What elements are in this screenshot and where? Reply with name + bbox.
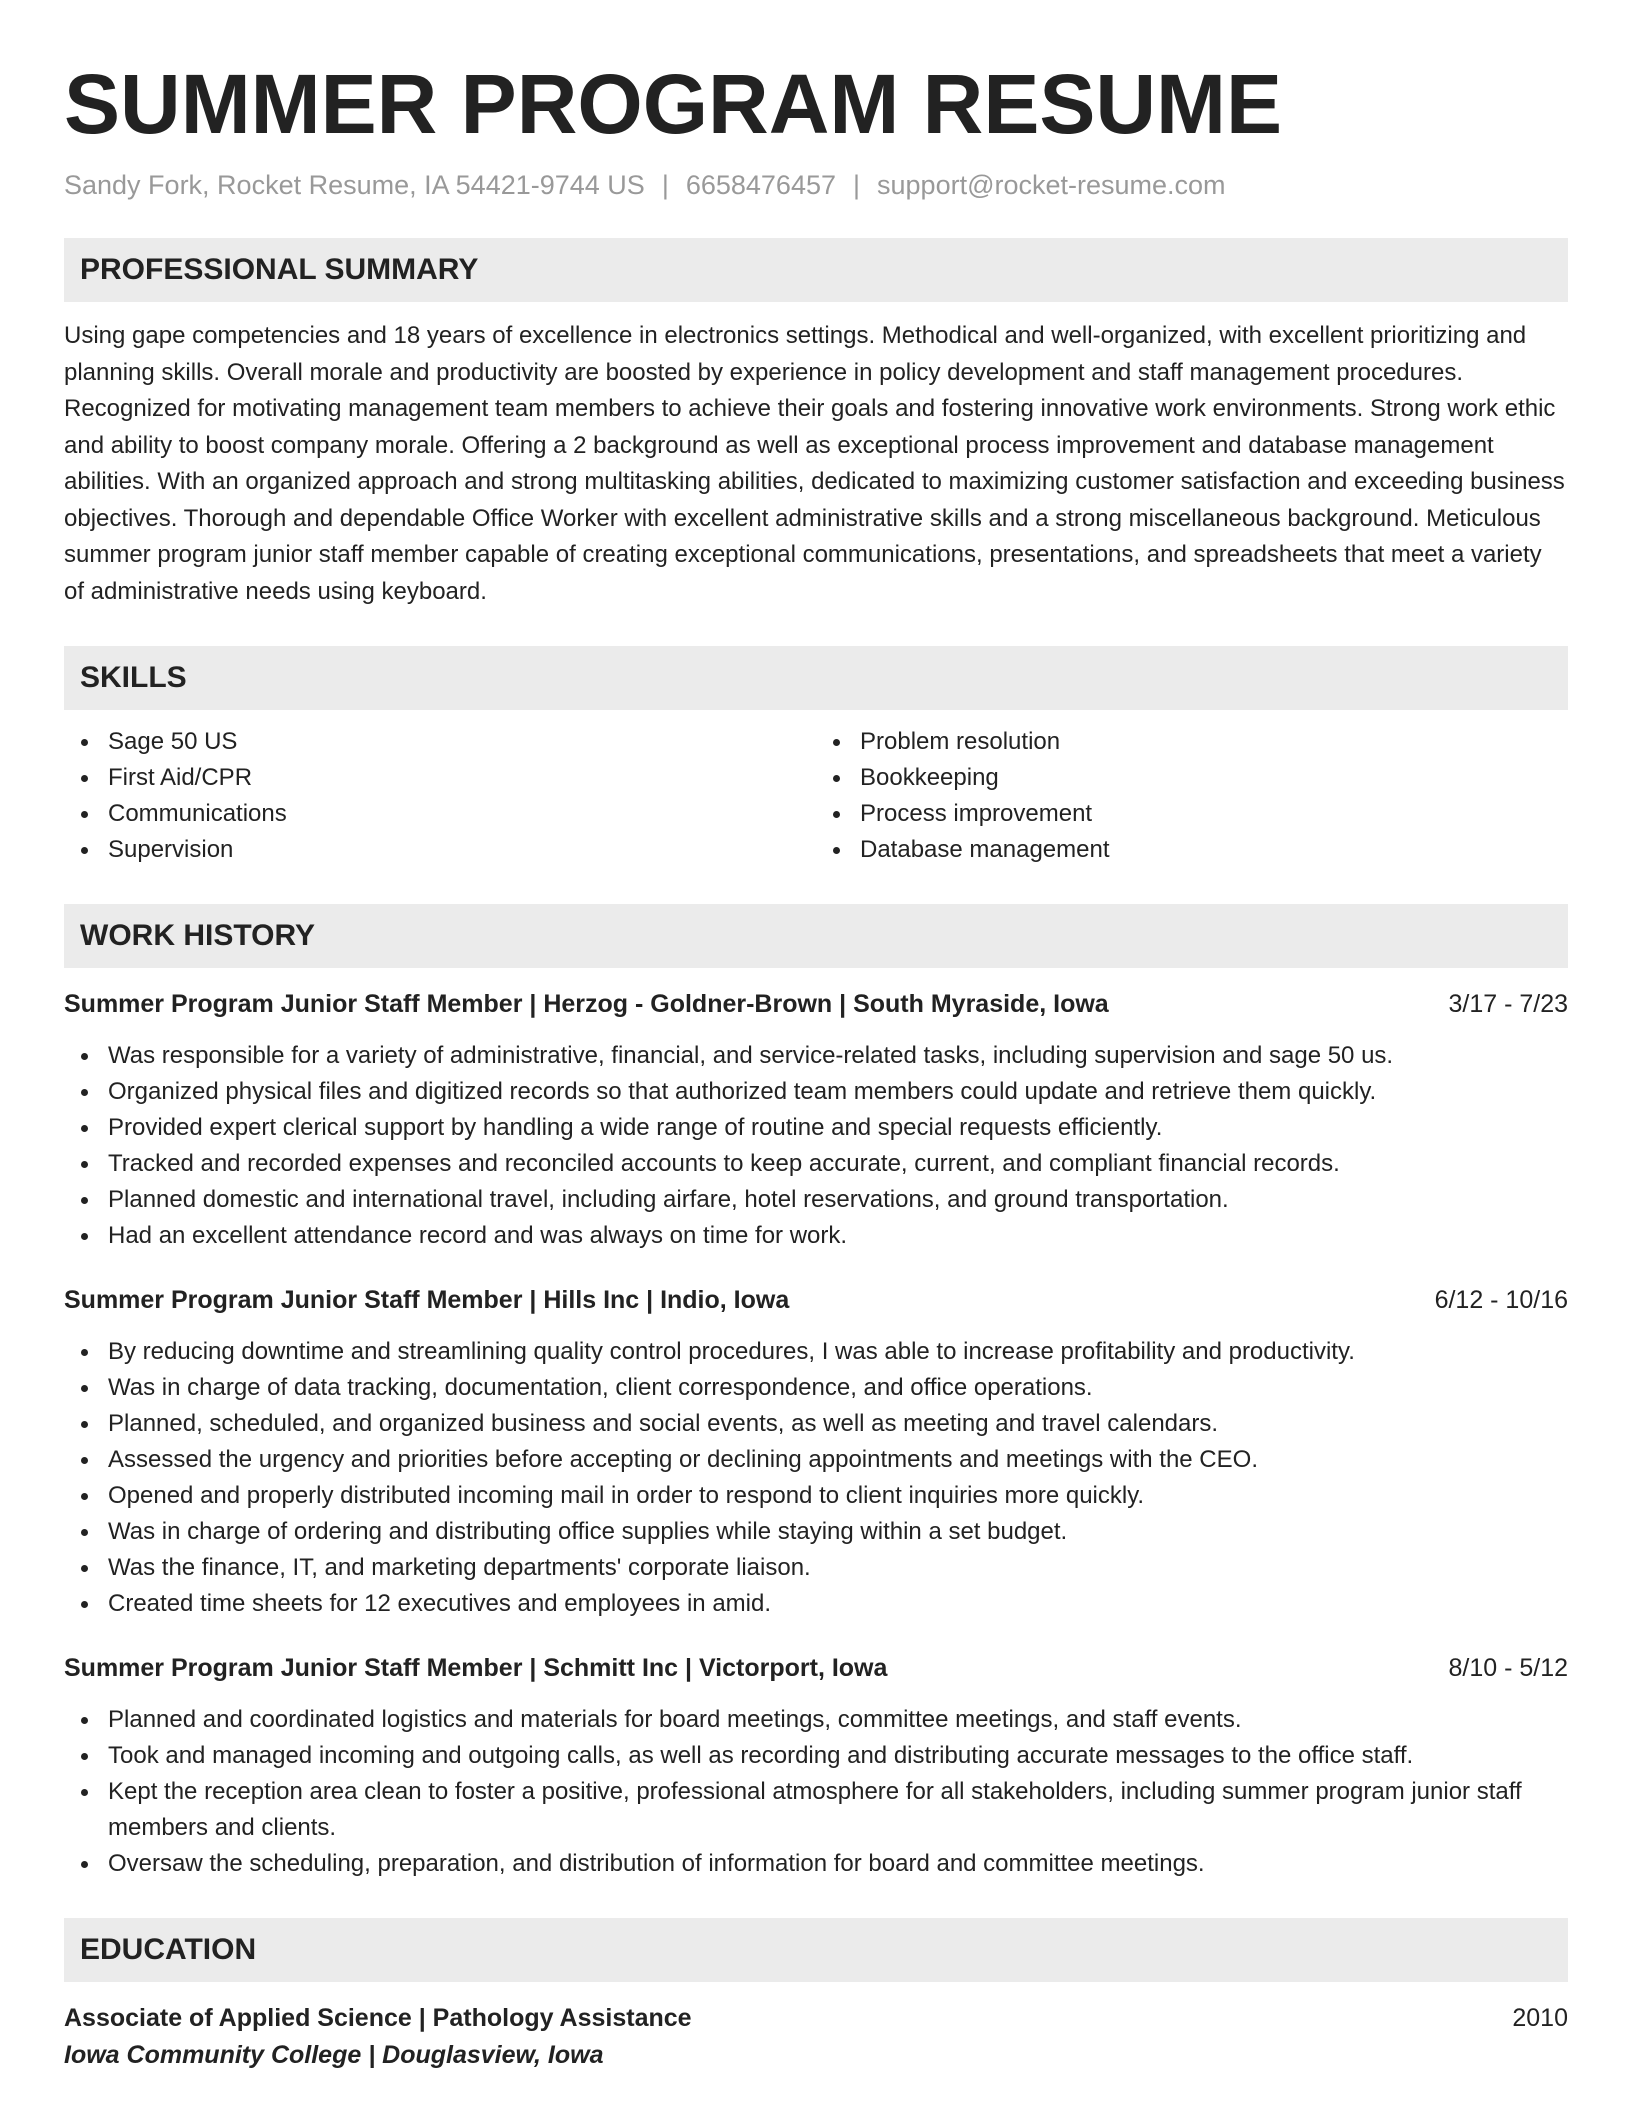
skill-item: Communications [108,796,816,832]
section-heading-work-history: WORK HISTORY [64,904,1568,968]
skill-item: Database management [860,832,1568,868]
job-dates: 6/12 - 10/16 [1434,1286,1568,1314]
education-header [64,2000,1568,2036]
job-bullets [64,1702,1568,1882]
skills-list [64,724,1568,868]
skill-item: Sage 50 US [108,724,816,760]
job-bullet: Created time sheets for 12 executives and employees in amid. [108,1586,1568,1622]
resume-title: SUMMER PROGRAM RESUME [64,57,1283,151]
resume-page [64,56,1568,2074]
contact-line [64,168,1568,202]
job-bullet: Was the finance, IT, and marketing departments' corporate liaison. [108,1550,1568,1586]
skills-column-right [816,724,1568,868]
job-bullet: Planned domestic and international travel, including airfare, hotel reservations, and ground transportation. [108,1182,1568,1218]
job-bullet: Kept the reception area clean to foster a positive, professional atmosphere for all stakeholders, including summer program junior staff members and clients. [108,1774,1568,1846]
job-bullet: Had an excellent attendance record and was always on time for work. [108,1218,1568,1254]
job-bullet: Opened and properly distributed incoming mail in order to respond to client inquiries more quickly. [108,1478,1568,1514]
education-entry [64,2000,1568,2074]
job-bullet: By reducing downtime and streamlining quality control procedures, I was able to increase profitability and productivity. [108,1334,1568,1370]
job-bullet: Took and managed incoming and outgoing calls, as well as recording and distributing accurate messages to the office staff. [108,1738,1568,1774]
job-title: Summer Program Junior Staff Member | Hills Inc | Indio, Iowa [64,1286,790,1314]
contact-email: support@rocket-resume.com [877,170,1226,200]
job-bullet: Was in charge of data tracking, documentation, client correspondence, and office operations. [108,1370,1568,1406]
skill-item: Supervision [108,832,816,868]
job-bullet: Organized physical files and digitized records so that authorized team members could update and retrieve them quickly. [108,1074,1568,1110]
job-entry [64,1282,1568,1622]
skill-item: Problem resolution [860,724,1568,760]
section-heading-skills: SKILLS [64,646,1568,710]
job-bullet: Provided expert clerical support by handling a wide range of routine and special requests efficiently. [108,1110,1568,1146]
job-bullet: Planned and coordinated logistics and materials for board meetings, committee meetings, and staff events. [108,1702,1568,1738]
job-bullets [64,1334,1568,1622]
job-header [64,1282,1568,1318]
job-dates: 3/17 - 7/23 [1448,990,1568,1018]
skills-column-left [64,724,816,868]
job-bullet: Planned, scheduled, and organized business and social events, as well as meeting and travel calendars. [108,1406,1568,1442]
skill-item: Process improvement [860,796,1568,832]
job-entry [64,1650,1568,1882]
job-bullet: Tracked and recorded expenses and reconciled accounts to keep accurate, current, and compliant financial records. [108,1146,1568,1182]
education-school: Iowa Community College | Douglasview, Iowa [64,2041,604,2069]
education-degree: Associate of Applied Science | Pathology Assistance [64,2004,692,2032]
job-bullet: Oversaw the scheduling, preparation, and distribution of information for board and committee meetings. [108,1846,1568,1882]
section-heading-education: EDUCATION [64,1918,1568,1982]
contact-phone: 6658476457 [685,170,836,200]
job-title: Summer Program Junior Staff Member | Herzog - Goldner-Brown | South Myraside, Iowa [64,990,1109,1018]
job-bullet: Was responsible for a variety of administrative, financial, and service-related tasks, including supervision and sage 50 us. [108,1038,1568,1074]
job-header [64,986,1568,1022]
job-entry [64,986,1568,1254]
contact-separator: | [853,170,861,200]
job-title: Summer Program Junior Staff Member | Schmitt Inc | Victorport, Iowa [64,1654,888,1682]
job-dates: 8/10 - 5/12 [1448,1654,1568,1682]
skill-item: Bookkeeping [860,760,1568,796]
skill-item: First Aid/CPR [108,760,816,796]
job-bullet: Assessed the urgency and priorities before accepting or declining appointments and meetings with the CEO. [108,1442,1568,1478]
contact-separator: | [661,170,669,200]
job-header [64,1650,1568,1686]
contact-address: Sandy Fork, Rocket Resume, IA 54421-9744 US [64,170,645,200]
education-year: 2010 [1512,2004,1568,2032]
job-bullet: Was in charge of ordering and distributing office supplies while staying within a set budget. [108,1514,1568,1550]
job-bullets [64,1038,1568,1254]
section-heading-summary: PROFESSIONAL SUMMARY [64,238,1568,302]
summary-text: Using gape competencies and 18 years of excellence in electronics settings. Methodical and well-organized, with excellent prioritizing and planning skills. Overall morale and productivity are boosted by experience in policy development and staff management procedures. Recognized for motivating management team members to achieve their goals and fostering innovative work environments. Strong work ethic and ability to boost company morale. Offering a 2 background as well as exceptional process improvement and database management abilities. With an organized approach and strong multitasking abilities, dedicated to maximizing customer satisfaction and exceeding business objectives. Thorough and dependable Office Worker with excellent administrative skills and a strong miscellaneous background. Meticulous summer program junior staff member capable of creating exceptional communications, presentations, and spreadsheets that meet a variety of administrative needs using keyboard. [64,322,1565,605]
